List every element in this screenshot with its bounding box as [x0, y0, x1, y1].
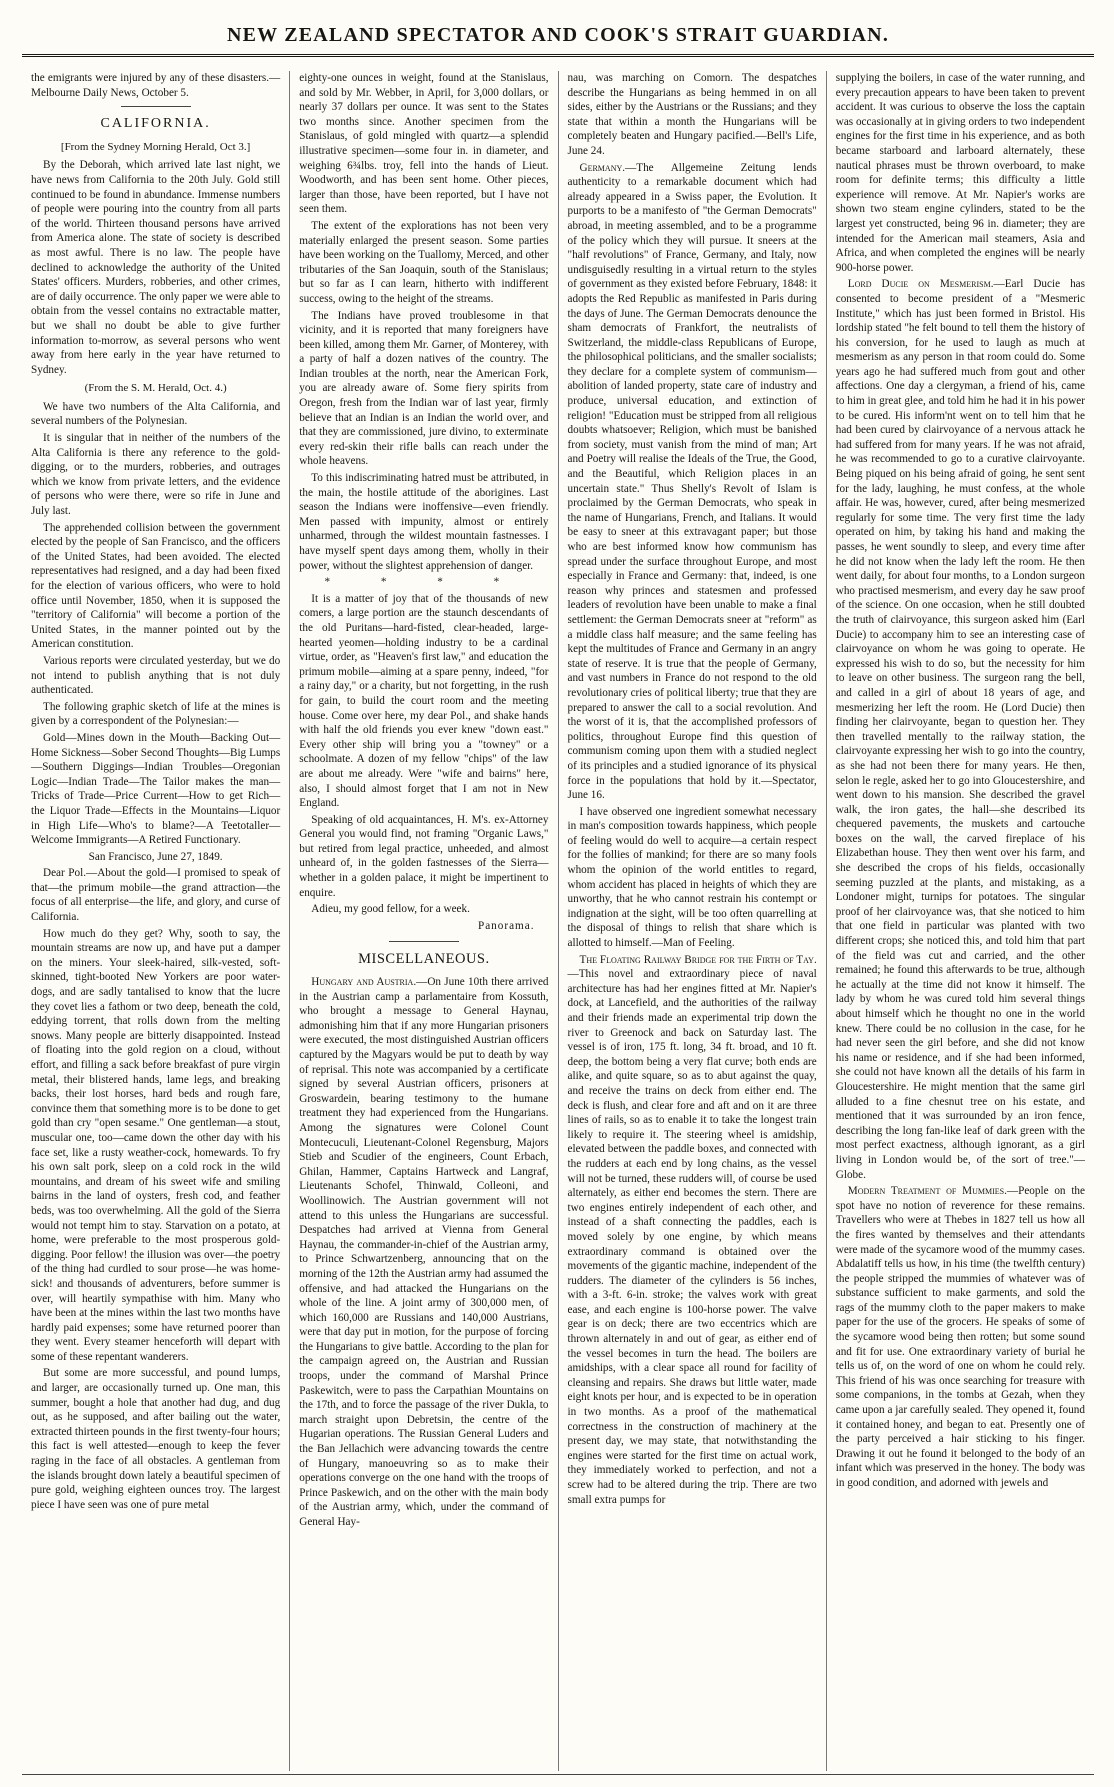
paragraph	[31, 158, 280, 377]
paragraph	[299, 71, 548, 217]
paragraph	[31, 521, 280, 652]
article-paragraph	[568, 161, 817, 803]
article-paragraph	[568, 953, 817, 1508]
paragraph-text: The extent of the explorations has not been very materially enlarged the present season. Some parties have been working on the Tuallomy, Merced, and other tributaries of the San Joaquin, south of the Stanislaus; but so far as I can learn, hitherto with indifferent success, owing to the height of the streams.	[299, 219, 549, 305]
column-1	[22, 71, 289, 1771]
paragraph-text: By the Deborah, which arrived late last night, we have news from California to the 20th July. Gold still continued to be found in abundance. Immense numbers of people were pouring into the country from all parts of the world. Thirteen thousand persons have arrived from America alone. The state of society is described as most awful. There is no law. The people have declined to acknowledge the authority of the United States' officers. Murders, robberies, and other crimes, are of daily occurrence. The only paper we were able to obtain from the vessel contains no extractable matter, but we shall no doubt be able to give further information to-morrow, as several persons who went away from here early in the year have returned to Sydney.	[31, 159, 281, 376]
paragraph-text: Gold—Mines down in the Mouth—Backing Out—Home Sickness—Sober Second Thoughts—Big Lumps—Southern Diggings—Indian Troubles—Oregonian Logic—Indian Trade—The Tailor makes the man—Tricks of Trade—Price Current—How to get Rich—the Liquor Trade—Effects in the Mountains—Liquor in High Life—Who's to blame?—A Teetotaller—Welcome Immigrants—A Retired Functionary.	[31, 731, 281, 847]
paragraph	[31, 431, 280, 519]
signature: Panorama.	[477, 919, 535, 932]
source-citation: [From the Sydney Morning Herald, Oct 3.]	[60, 140, 251, 153]
article-paragraph	[836, 1184, 1085, 1490]
paragraph	[31, 866, 280, 924]
paragraph-text: the emigrants were injured by any of these disasters.—Melbourne Daily News, October 5.	[31, 72, 281, 99]
section-rule	[389, 941, 459, 942]
article-paragraph	[299, 975, 548, 1530]
paragraph	[31, 700, 280, 729]
paragraph-text: Adieu, my good fellow, for a week.	[311, 903, 470, 916]
paragraph-text: eighty-one ounces in weight, found at the Stanislaus, and sold by Mr. Webber, in April, for 3,000 dollars, or nearly 37 dollars per ounce. It was sent to the States two months since. Another specimen from the Stanislaus, of gold mingled with quartz—a splendid illustrative specimen—some four in. in diameter, and weighing 6¾lbs. troy, fell into the hands of Lieut. Woodworth, and has been sent home. Other pieces, larger than those, have been reported, but I have not seen them.	[299, 72, 549, 216]
paragraph-text: Speaking of old acquaintances, H. M's. ex-Attorney General you would find, not framing "Organic Laws," but retired from legal practice, unheeded, and almost unheard of, in the golden fastnesses of the Sierra—whether in a golden palace, it might be impertinent to enquire.	[299, 813, 549, 899]
paragraph-text: The following graphic sketch of life at the mines is given by a correspondent of the Polynesian:—	[31, 700, 281, 728]
paragraph	[299, 813, 548, 901]
paragraph	[299, 471, 548, 573]
article-paragraph	[836, 277, 1085, 1182]
article-lead: Hungary and Austria.	[311, 976, 417, 989]
paragraph-text: Various reports were circulated yesterday, but we do not intend to publish anything that is not duly authenticated.	[31, 654, 281, 697]
paragraph-text: —Earl Ducie has consented to become president of a "Mesmeric Institute," which has just been formed in Bristol. His lordship stated "he felt bound to tell them the history of his conversion, for he used to laugh as much at mesmerism as any person in that room could do. Some years ago he had suffered much from gout and other affections. One day a clergyman, a friend of his, came to him in great glee, and told him he had it in his power to be cured. His inform'nt went on to tell him that he had been cured by clairvoyance of a nervous attack he had suffered from for many years. If he was not afraid, he was recommended to go to a curative clairvoyante. Being piqued on his being afraid of going, he sent sent for the lady, laughing, he must confess, at the whole affair. He was, however, cured, after being mesmerized regularly for some time. The very first time the lady operated on him, by taking his hand and making the passes, he went soundly to sleep, and every time after he did not know when the lady left the room. He then went daily, for about four months, to a London surgeon who practised mesmerism, and every day he saw proof of the science. On one occasion, when he still doubted the truth of clairvoyance, this surgeon asked him (Earl Ducie) to accompany him to see an interesting case of clairvoyance on whom he was going to operate. He expressed his wish to do so, but the necessity for him to leave on other business. The surgeon rang the bell, and called in a girl of about 18 years of age, and mesmerizing her left the room. He (Lord Ducie) then finding her clairvoyante, began to question her. They then travelled mentally to the railway station, the clairvoyante expressing her wish to go into the country, as she had not been there for many years. He then, selon le regle, asked her to go into Gloucestershire, and went down to his mansion. She described the gravel walk, the iron gates, the hall—she described its chequered pavements, the muskets and cartouche boxes on the wall, the carved fireplace of his Elizabethan house. They then went over his farm, and she described the crops of his fields, occasionally seeming puzzled at the plants, and mistaking, as a Londoner might, turnips for potatoes. The singular proof of her clairvoyance was, that she noticed to him that one field in particular was planted with two different crops; she noticed this, and told him that part of the field was cut and carried, and the other remained; he found this afterwards to be true, although he actually at the time did not know it himself. The lady by whom he was cured told him several things about himself which he thought no one in the world knew. There could be no collusion in the case, for he had never seen the girl before, and she did not know his name or residence, and if she had been informed, she could not have known all the details of his farm in Gloucestershire. He might mention that the same girl alluded to a fine chesnut tree on his estate, and mentioned that it was surrounded by an iron fence, describing the long fan-like leaf of dark green with the most perfect exactness, although ignorant, as a girl living in London would be, of the sort of tree."—Globe.	[835, 278, 1085, 1181]
section-heading: CALIFORNIA.	[100, 116, 211, 132]
column-4	[826, 71, 1094, 1771]
paragraph	[836, 71, 1085, 275]
article-lead: Modern Treatment of Mummies.	[847, 1185, 1007, 1198]
paragraph	[568, 71, 817, 159]
paragraph-text: It is singular that in neither of the numbers of the Alta California is there any reference to the gold-digging, or to the murders, robberies, and outrages which we know from private letters, and the evidence of persons who were there, were so rife in June and July last.	[31, 432, 281, 518]
paragraph-text: How much do they get? Why, sooth to say, the mountain streams are now up, and have put a damper on the miners. Your sleek-haired, silk-vested, soft-skinned, tight-booted New Yorkers are poor water-dogs, and are sadly tantalised to know that the lucre they covet lies a fathom or two deep, beneath the cold, eddying torrent, that rolls down from the melting snows. Many people are bitterly disappointed. Instead of floating into the gold region on a cloud, without effort, and filling a sack before breakfast of pure virgin metal, their blistered hands, lame legs, and breaking backs, their lost horses, hard beds and rough fare, convince them that something more is to be done to get gold than cry "open sesame." One gentleman—a stout, muscular one, too—came down the other day with his face set, like a rusty weather-cock, homewards. To fry his own salt pork, sleep on a cold rock in the wild mountains, and dream of his sweet wife and smiling bairns in the land of oysters, fresh cod, and feather beds, was too overwhelming. All the gold of the Sierra would not tempt him to stay. Starvation on a potato, at home, were preferable to the most prosperous gold-digging. Poor fellow! the illusion was over—the poetry of the thing had curdled to sour prose—he was home-sick! and thousands of adventurers, before summer is over, will heartily sympathise with him. Many who have been at the mines within the last two months have hardly paid expenses; some have returned poorer than they went. Every steamer henceforth will depart with some of these repentant wanderers.	[31, 927, 281, 1363]
paragraph-text: —On June 10th there arrived in the Austrian camp a parlamentaire from Kossuth, who brought a message to General Haynau, admonishing him that if any more Hungarian prisoners were executed, the most distinguished Austrian officers captured by the Magyars would be put to death by way of reprisal. This note was accompanied by a certificate signed by several Austrian officers, prisoners at Groswardein, bearing testimony to the humane treatment they had experienced from the Hungarians. Among the signatures were Colonel Count Montecuculi, Lieutenant-Colonel Regensburg, Majors Stieb and Scudier of the engineers, Count Erbach, Ghilan, Hammer, Captains Hartweck and Langraf, Lieutenants Schofel, Thinwald, Colleoni, and Woollinowich. The Austrian government will not attend to this unless the Hungarians are successful. Despatches had arrived at Vienna from General Haynau, the commander-in-chief of the Austrian army, to Prince Schwartzenberg, announcing that on the morning of the 12th the Austrian army had assumed the offensive, and had attacked the Hungarians on the whole of the line. A joint army of 300,000 men, of which 160,000 are Russians and 140,000 Austrians, were that day put in motion, for the purpose of forcing the Hungarians to give battle. According to the plan for the campaign agreed on, the Austrian and Russian troops, under the command of Marshal Prince Paskewitch, were to pass the Carpathian Mountains on the 17th, and to force the passage of the river Dukla, to march straight upon Debretsin, the centre of the Hugarian operations. The Russian General Luders and the Ban Jellachich were advancing towards the centre of Hungary, manoeuvring so as to make their operations converge on the one hand with the troops of Prince Paskewich, and on the other with the main body of the Austrian army, which, under the command of General Hay-	[299, 976, 549, 1528]
source-citation: (From the S. M. Herald, Oct. 4.)	[84, 382, 227, 395]
column-2	[289, 71, 557, 1771]
paragraph	[31, 927, 280, 1365]
paragraph	[299, 219, 548, 307]
paragraph-text: supplying the boilers, in case of the water running, and every precaution appears to have been taken to prevent accident. It was curious to observe the loss the captain was occasionally at in giving orders to two independent engines for the first time in his experience, and as both became starboard and larboard alternately, these nautical phrases must be thrown overboard, to make room for definite terms; this difficulty a little experience will remove. At Mr. Napier's works are shown two steam engine cylinders, stated to be the largest yet constructed, being 96 in. diameter; they are intended for the American mail steamers, Asia and Africa, and when completed the engines will be nearly 900-horse power.	[835, 72, 1085, 274]
paragraph	[299, 902, 548, 917]
paragraph-text: But some are more successful, and pound lumps, and larger, are occasionally turned up. One man, this summer, bought a hole that another had dug, and dug out, as he supposed, and after bailing out the water, extracted thirteen pounds in the first twenty-four hours; this fact is well attested—enough to keep the fever raging in the face of all obstacles. A gentleman from the islands brought down lately a beautiful specimen of pure gold, weighing eighteen ounces troy. The largest piece I have seen was one of pure metal	[31, 1367, 281, 1511]
paragraph-text: It is a matter of joy that of the thousands of new comers, a large portion are the staunch descendants of the old Puritans—hard-fisted, clear-headed, large-hearted yeomen—holding industry to be a cardinal virtue, order, as "Heaven's first law," and education the primum mobile—aiming at a spare penny, indeed, "for a rainy day," or a charity, but not forgetting, in the rush for gain, to build the court room and the meeting house. Come over here, my dear Pol., and shake hands with half the old friends you ever knew "down east." Every other ship will bring you a "towney" or a schoolmate. A dozen of my fellow "chips" of the law are about me already. Were "wife and bairns" here, also, I should almost forget that I am not in New England.	[299, 592, 549, 810]
paragraph-text: To this indiscriminating hatred must be attributed, in the main, the hostile attitude of the aborigines. Last season the Indians were inoffensive—even friendly. Men passed with impunity, almost or entirely unharmed, through the wildest mountain fastnesses. I have myself spent days among them, wholly in their power, without the slightest apprehension of danger.	[299, 472, 549, 572]
paragraph-text: We have two numbers of the Alta California, and several numbers of the Polynesian.	[31, 400, 281, 428]
paragraph	[31, 71, 280, 100]
column-3	[558, 71, 826, 1771]
article-lead: The Floating Railway Bridge for the Firth of Tay.	[579, 953, 817, 966]
columns	[22, 71, 1094, 1771]
paragraph-text: —This novel and extraordinary piece of naval architecture has had her engines fitted at Mr. Napier's dock, at Lancefield, and the authorities of the railway and their friends made an experimental trip down the river to Greenock and back on Saturday last. The vessel is of iron, 175 ft. long, 34 ft. broad, and 10 ft. deep, the bottom being a very flat curve; both ends are alike, and quite square, so as to abut against the quay, and receive the trains on deck from either end. The deck is flush, and clear fore and aft and on it are three lines of rails, so as to enable it to take the longest train likely to require it. The steering wheel is amidship, elevated between the paddle boxes, and connected with the rudders at each end by long chains, as the vessel will not be turned, these rudders will, of course be used alternately, as either end becomes the stern. There are two engines entirely independent of each other, and instead of a shaft connecting the paddles, each is moved solely by one engine, by which means extraordinary command is obtained over the movements of the gigantic machine, independent of the rudders. The diameter of the cylinders is 56 inches, with a 3-ft. 6-in. stroke; the valves work with great ease, and each engine is 100-horse power. The valve gear is on deck; there are two eccentrics which are thrown alternately in and out of gear, as either end of the vessel becomes in turn the head. The boilers are amidships, with a clear space all round for facility of cleansing and repairs. She draws but little water, made eight knots per hour, and is expected to be in operation in two months. As a proof of the mathematical correctness in the construction of machinery at the present day, we may state, that notwithstanding the engines were started for the first time on actual work, they immediately worked to perfection, and not a screw had to be altered during the trip. There are two small extra pumps for	[567, 968, 817, 1506]
bottom-rule	[22, 1774, 1094, 1775]
dateline: San Francisco, June 27, 1849.	[88, 850, 223, 863]
paragraph-text: The Indians have proved troublesome in that vicinity, and it is reported that many foreigners have been killed, among them Mr. Garner, of Monterey, with a party of half a dozen natives of the country. The Indian troubles at the north, near the American Fork, you are already aware of. Some fiery spirits from Oregon, fresh from the Indian war of last year, firmly believe that an Indian is an Indian the world over, and that they are commissioned, jure divino, to exterminate every red-skin their rifle balls can reach under the whole heavens.	[299, 309, 549, 468]
paragraph-text: —People on the spot have no notion of reverence for these remains. Travellers who were at Thebes in 1827 tell us how all the fires wanted by themselves and their attendants were made of the sycamore wood of the mummy cases. Abdalatiff tells us how, in his time (the twelfth century) the people stripped the mummies of whatever was of substance sufficient to make garments, and sold the rags of the mummy cloth to the paper makers to make paper for the use of the grocers. He speaks of some of the sycamore wood being then rotten; but some sound and fit for use. One extraordinary variety of burial he tells us of, on the word of one on whom he could rely. This friend of his was once searching for treasure with some companions, in the tombs at Gezah, when they came upon a jar carefully sealed. They opened it, found it contained honey, and began to eat. Presently one of the party perceived a hair sticking to his finger. Drawing it out he found it belonged to the body of an infant which was preserved in the honey. The body was in good condition, and adorned with jewels and	[835, 1185, 1085, 1489]
paragraph-text: The apprehended collision between the government elected by the people of San Francisco, and the officers of the United States, had been avoided. The elected representatives had resigned, and a day had been fixed for the election of various officers, who were to hold office until November, 1850, when it is supposed the "territory of California" will become a portion of the United States, in the manner pointed out by the American constitution.	[31, 521, 281, 651]
section-break-stars: * * * *	[324, 576, 524, 589]
paragraph-text: nau, was marching on Comorn. The despatches describe the Hungarians as being hemmed in on all sides, either by the Austrians or the Russians; and they state that within a month the Hungarians will be completely beaten and Hungary pacified.—Bell's Life, June 24.	[567, 72, 817, 157]
paragraph	[568, 805, 817, 951]
section-rule	[121, 106, 191, 107]
paragraph-text: —The Allgemeine Zeitung lends authenticity to a remarkable document which had already appeared in a Swiss paper, the Evolution. It purports to be a manifesto of "the German Democrats" abroad, in meeting assembled, and to be a programme of the policy which they will pursue. It sneers at the "half revolutions" of France, Germany, and Italy, now undisguisedly resulting in a virtual return to the styles of government as they existed before February, 1848: it adopts the Red Republic as manifested in Paris during the days of June. The German Democrats denounce the sham democrats of Frankfort, the neutralists of Switzerland, the middle-class Republicans of Europe, the philosophical politicians, and the smaller socialists; they declare for a complete system of communism—abolition of landed property, state care of industry and produce, universal education, and extinction of religion! "Education must be stripped from all religious doubts whatsoever; Religion, which must be banished from society, must vanish from the mind of man; Art and Poetry will realise the Ideals of the True, the Good, and the Beautiful, which Religion places in an uncertain state." Thus Shelly's Revolt of Islam is proclaimed by the German Democrats, who speak in the name of Hungarians, French, and Italians. It would be easy to sneer at this extravagant paper; but those who are best informed know how communism has spread under the surface throughout Europe, and most especially in France and Germany: that, indeed, is one reason why princes and statesmen and professed leaders of revolution have been unable to make a final settlement: the German Democrats sneer at "reform" as a middle class half measure; and the same feeling has kept the multitudes of France and Germany in an angry state of reserve. It is true that the people of Germany, and vast numbers in France do not respond to the old revolutionary cries of political liberty; true that they are prepared to answer the call to a social revolution. And the worst of it is, that the accomplished professors of politics, throughout Europe find this question of communism coming upon them with a studied neglect of its principles and a studied ignorance of its physical force in the populations that hold by it.—Spectator, June 16.	[567, 161, 817, 802]
paragraph-text: I have observed one ingredient somewhat necessary in man's composition towards happiness, which people of feeling would do well to acquire—a certain respect for the follies of mankind; for there are so many fools whom the opinion of the world entitles to regard, whom accident has placed in heights of which they are unworthy, that he who cannot restrain his contempt or indignation at the sight, will be too often quarrelling at the disposal of things to relish that share which is allotted to himself.—Man of Feeling.	[567, 805, 817, 950]
paragraph-text: Dear Pol.—About the gold—I promised to speak of that—the primum mobile—the grand attraction—the focus of all enterprise—the life, and glory, and curse of California.	[31, 867, 281, 924]
article-lead: Lord Ducie on Mesmerism.	[847, 278, 994, 291]
paragraph	[31, 400, 280, 429]
paragraph	[299, 309, 548, 470]
paragraph	[31, 654, 280, 698]
paragraph	[31, 731, 280, 848]
article-lead: Germany.	[579, 161, 626, 174]
paragraph	[31, 1366, 280, 1512]
paragraph	[299, 592, 548, 811]
section-heading: MISCELLANEOUS.	[358, 951, 490, 968]
masthead: NEW ZEALAND SPECTATOR AND COOK'S STRAIT GUARDIAN.	[22, 18, 1094, 57]
